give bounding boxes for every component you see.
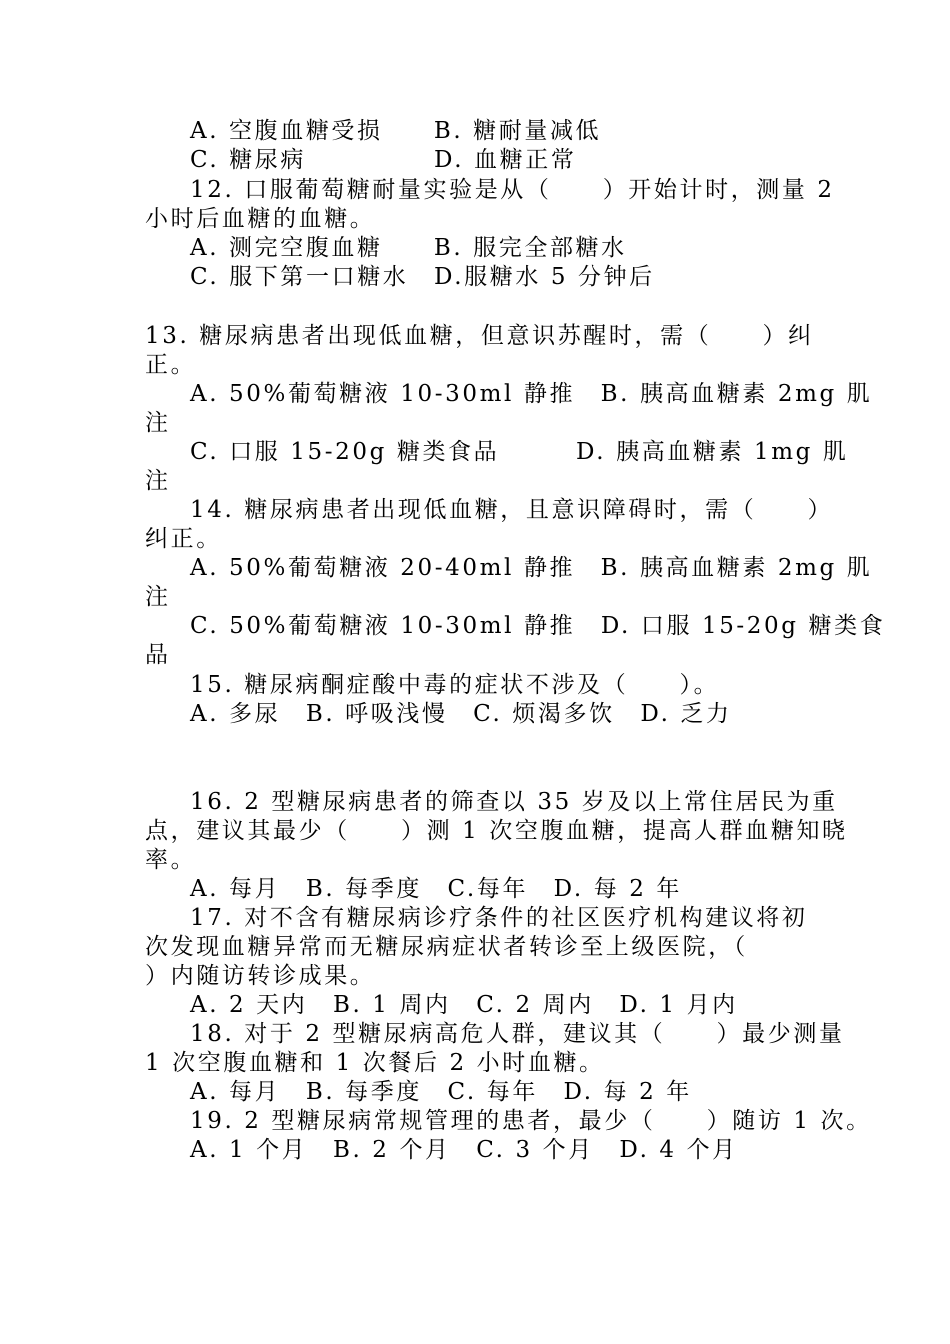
q13-options-cd: C. 口服 15-20g 糖类食品 D. 胰高血糖素 1mg 肌: [190, 439, 849, 465]
q14-options-cd-continued: 品: [145, 642, 171, 668]
q17-stem: 17. 对不含有糖尿病诊疗条件的社区医疗机构建议将初: [190, 905, 808, 931]
q16-stem: 16. 2 型糖尿病患者的筛查以 35 岁及以上常住居民为重: [190, 789, 838, 815]
q14-options-ab-continued: 注: [145, 584, 171, 610]
q16-stem-continued-2: 率。: [145, 847, 197, 873]
q15-options: A. 多尿 B. 呼吸浅慢 C. 烦渴多饮 D. 乏力: [190, 701, 732, 727]
q11-options-ab: A. 空腹血糖受损 B. 糖耐量减低: [190, 118, 602, 144]
q13-options-ab-continued: 注: [145, 410, 171, 436]
q13-options-cd-continued: 注: [145, 468, 171, 494]
q12-stem-continued: 小时后血糖的血糖。: [145, 206, 376, 232]
q12-stem: 12. 口服葡萄糖耐量实验是从（ ）开始计时，测量 2: [190, 177, 835, 203]
q17-stem-continued-2: ）内随访转诊成果。: [145, 963, 376, 989]
q13-options-ab: A. 50%葡萄糖液 10-30ml 静推 B. 胰高血糖素 2mg 肌: [190, 381, 873, 407]
q14-stem: 14. 糖尿病患者出现低血糖，且意识障碍时，需（ ）: [190, 497, 834, 523]
q14-stem-continued: 纠正。: [145, 526, 222, 552]
q16-stem-continued: 点，建议其最少（ ）测 1 次空腹血糖，提高人群血糖知晓: [145, 818, 848, 844]
q19-stem: 19. 2 型糖尿病常规管理的患者，最少（ ）随访 1 次。: [190, 1108, 872, 1134]
q18-stem-continued: 1 次空腹血糖和 1 次餐后 2 小时血糖。: [145, 1050, 605, 1076]
q17-stem-continued: 次发现血糖异常而无糖尿病症状者转诊至上级医院，（: [145, 934, 748, 960]
q18-options: A. 每月 B. 每季度 C. 每年 D. 每 2 年: [190, 1079, 692, 1105]
q12-options-cd: C. 服下第一口糖水 D.服糖水 5 分钟后: [190, 264, 655, 290]
q16-options: A. 每月 B. 每季度 C.每年 D. 每 2 年: [190, 876, 682, 902]
q13-stem-continued: 正。: [145, 352, 197, 378]
q14-options-cd: C. 50%葡萄糖液 10-30ml 静推 D. 口服 15-20g 糖类食: [190, 613, 886, 639]
q14-options-ab: A. 50%葡萄糖液 20-40ml 静推 B. 胰高血糖素 2mg 肌: [190, 555, 873, 581]
q15-stem: 15. 糖尿病酮症酸中毒的症状不涉及（ ）。: [190, 672, 720, 698]
q18-stem: 18. 对于 2 型糖尿病高危人群，建议其（ ）最少测量: [190, 1021, 845, 1047]
q13-stem: 13. 糖尿病患者出现低血糖，但意识苏醒时，需（ ）纠: [145, 323, 814, 349]
q12-options-ab: A. 测完空腹血糖 B. 服完全部糖水: [190, 235, 627, 261]
q19-options: A. 1 个月 B. 2 个月 C. 3 个月 D. 4 个月: [190, 1137, 738, 1163]
q17-options: A. 2 天内 B. 1 周内 C. 2 周内 D. 1 月内: [190, 992, 738, 1018]
q11-options-cd: C. 糖尿病 D. 血糖正常: [190, 147, 577, 173]
